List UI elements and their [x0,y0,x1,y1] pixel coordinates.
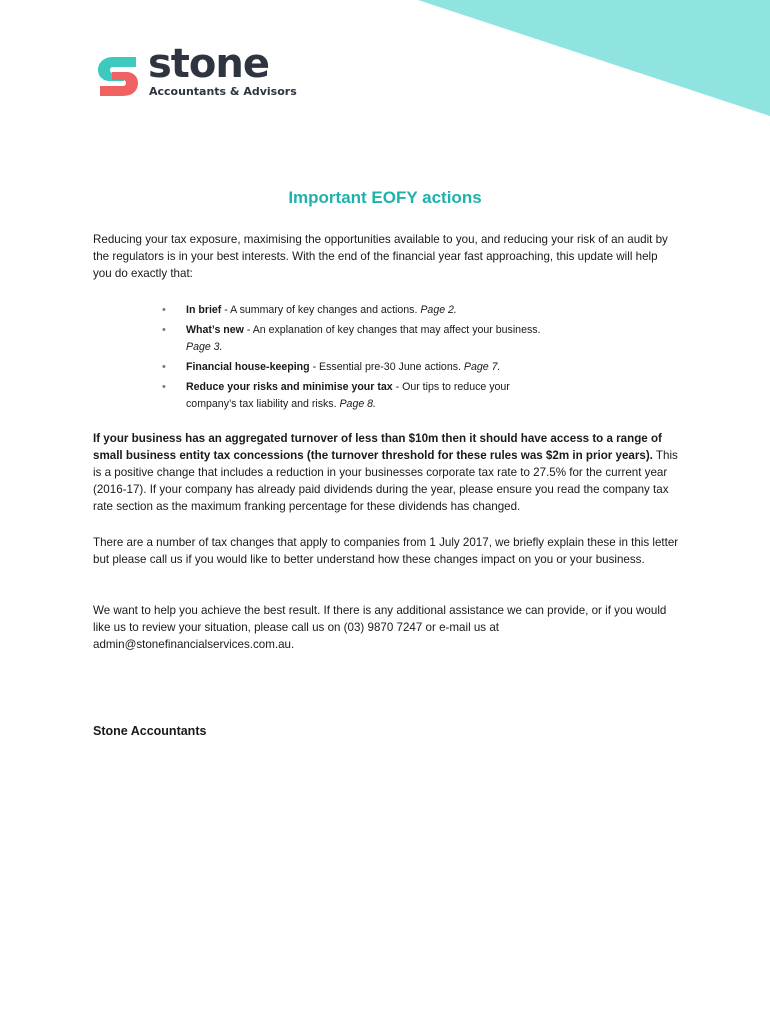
brand-tagline: Accountants & Advisors [149,85,297,98]
bullet-icon: • [162,304,166,316]
item-heading: Financial house-keeping [186,361,310,373]
page-title: Important EOFY actions [288,188,482,207]
item-heading: What’s new [186,324,244,336]
item-page-ref: Page 3. [186,341,223,353]
item-text: - Essential pre-30 June actions. [309,361,464,373]
turnover-bold-text: If your business has an aggregated turnover of less than $10m then it should have access to a range of small business entity tax concessions (the turnover threshold for these rules was $2m in prior years). [93,432,662,462]
intro-paragraph: Reducing your tax exposure, maximising the opportunities available to you, and reducing your risk of an audit by the regulators is in your best interests. With the end of the financial year fast approaching, this update will help you do exactly that: [93,233,668,280]
item-page-ref: Page 2. [420,304,457,316]
list-item [150,359,550,376]
bullet-icon: • [162,324,166,336]
bullet-icon: • [162,381,166,393]
tax-changes-paragraph: There are a number of tax changes that apply to companies from 1 July 2017, we briefly explain these in this letter but please call us if you would like to better understand how these changes impact on you or your business. [93,536,679,566]
item-text: - Our tips to reduce your company’s tax liability and risks. [186,381,510,410]
bullet-icon: • [162,361,166,373]
summary-list [150,302,550,416]
item-heading: Reduce your risks and minimise your tax [186,381,396,393]
company-logo [96,41,297,102]
list-item [150,302,550,319]
item-page-ref: Page 7. [463,361,501,373]
brand-name: stone [148,41,270,87]
item-text: - A summary of key changes and actions. [221,304,421,316]
signoff: Stone Accountants [93,724,207,738]
item-page-ref: Page 8. [339,398,377,410]
turnover-paragraph [93,430,683,515]
stone-logo-mark-icon [96,54,140,98]
list-item [150,379,550,413]
item-text: - An explanation of key changes that may affect your business. [243,324,541,336]
list-item [150,322,550,356]
turnover-text: This is a positive change that includes a reduction in your businesses corporate tax rate to 27.5% for the current year (2016-17). If your company has already paid dividends during the year, please ensure you read the company tax rate section as the maximum franking percentage for these dividends has changed. [93,449,678,513]
item-heading: In brief [186,304,222,316]
contact-paragraph: We want to help you achieve the best result. If there is any additional assistance we can provide, or if you would like us to review your situation, please call us on (03) 9870 7247 or e-mail us at admin@stonefinancialservices.com.au. [93,604,667,651]
